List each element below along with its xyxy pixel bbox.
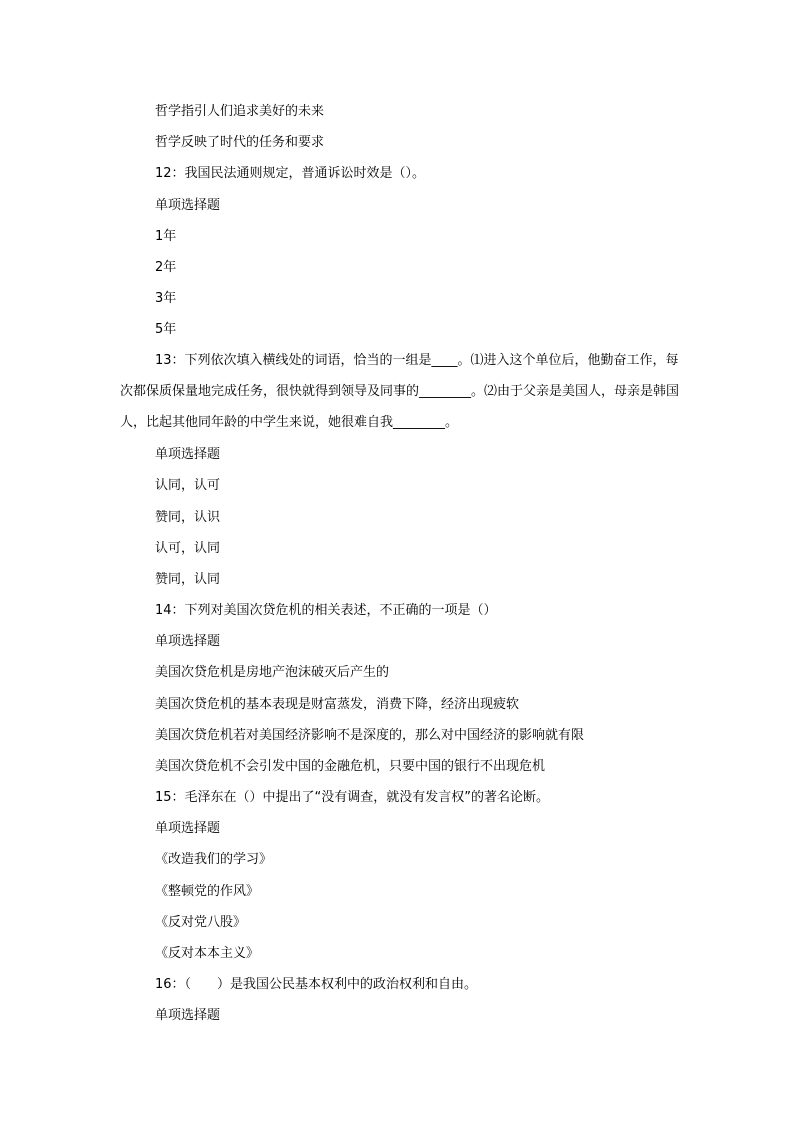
option-d: 赞同，认同 [155, 572, 221, 587]
option-c: 3年 [155, 291, 177, 306]
option-a: 《改造我们的学习》 [155, 852, 273, 867]
option-b: 赞同，认识 [155, 510, 221, 525]
question-type-label: 单项选择题 [155, 821, 221, 836]
option-b: 《整顿党的作风》 [155, 884, 260, 899]
option-d: 《反对本本主义》 [155, 946, 260, 961]
option-c: 认可，认同 [155, 541, 221, 556]
option-b: 2年 [155, 260, 177, 275]
question-12: 12：我国民法通则规定，普通诉讼时效是（）。 [155, 166, 426, 181]
option-a: 认同，认可 [155, 478, 221, 493]
option-a: 美国次贷危机是房地产泡沫破灭后产生的 [155, 665, 390, 680]
option-c: 《反对党八股》 [155, 915, 247, 930]
option-b: 美国次贷危机的基本表现是财富蒸发，消费下降，经济出现疲软 [155, 697, 520, 712]
question-type-label: 单项选择题 [155, 634, 221, 649]
question-16: 16：（ ）是我国公民基本权利中的政治权利和自由。 [155, 977, 478, 992]
option-c: 美国次贷危机若对美国经济影响不是深度的，那么对中国经济的影响就有限 [155, 728, 585, 743]
option-text: 哲学反映了时代的任务和要求 [155, 135, 325, 150]
question-type-label: 单项选择题 [155, 447, 221, 462]
option-d: 美国次贷危机不会引发中国的金融危机，只要中国的银行不出现危机 [155, 759, 546, 774]
option-d: 5年 [155, 322, 177, 337]
question-13: 13：下列依次填入横线处的词语，恰当的一组是____。⑴进入这个单位后，他勤奋工作，每次都保质保量地完成任务，很快就得到领导及同事的________。⑵由于父亲是美国人，母亲是韩国人，比起其他同年龄的中学生来说，她很难自我________。 [120, 353, 680, 430]
question-type-label: 单项选择题 [155, 1008, 221, 1023]
question-14: 14：下列对美国次贷危机的相关表述，不正确的一项是（） [155, 603, 497, 618]
question-type-label: 单项选择题 [155, 198, 221, 213]
question-15: 15：毛泽东在（）中提出了“没有调查，就没有发言权”的著名论断。 [155, 790, 550, 805]
option-text: 哲学指引人们追求美好的未来 [155, 104, 325, 119]
option-a: 1年 [155, 229, 177, 244]
